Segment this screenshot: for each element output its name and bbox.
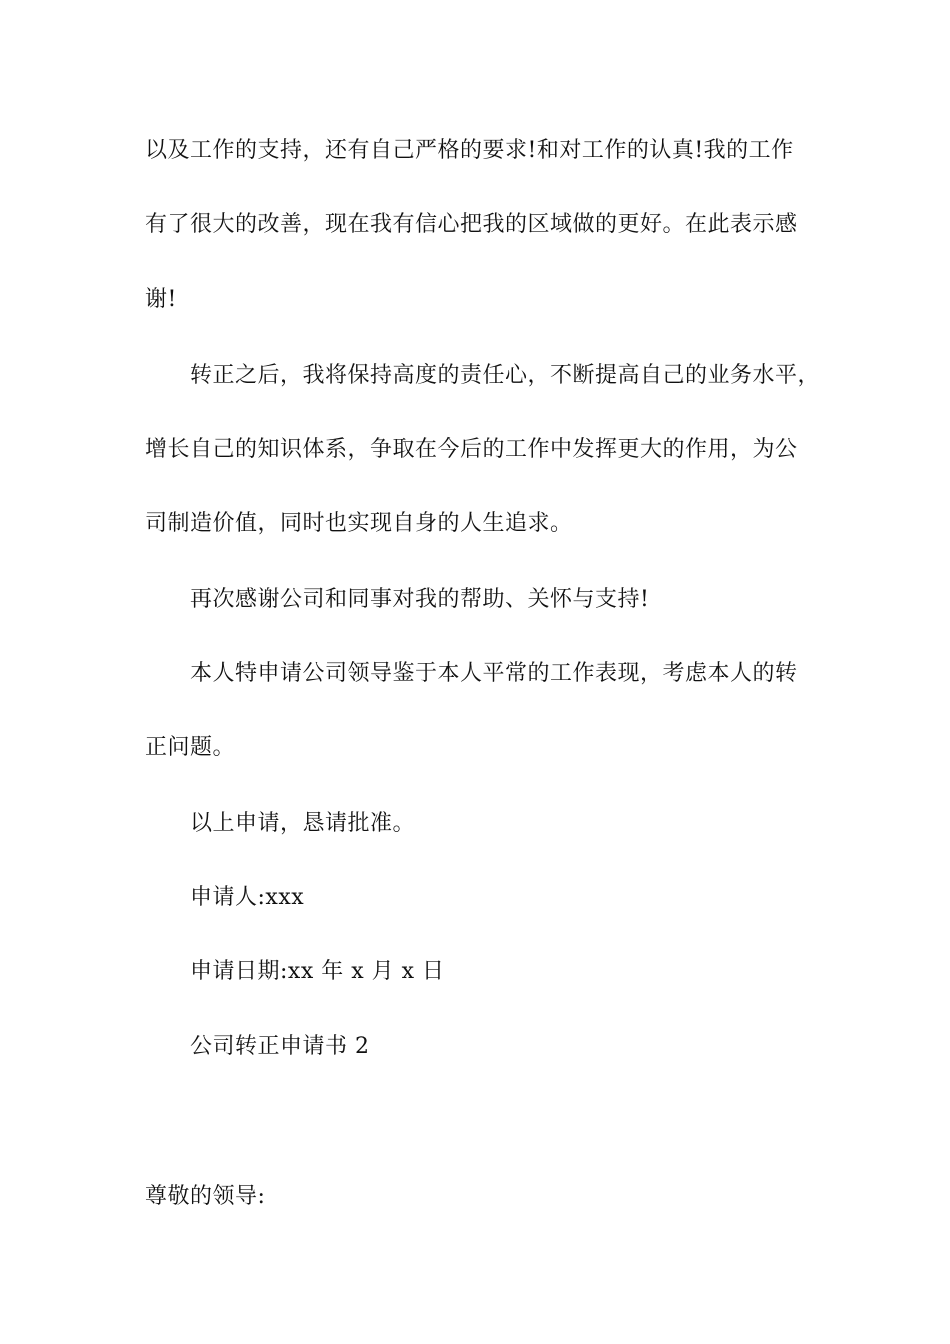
- date-line: 申请日期:xx 年 x 月 x 日: [190, 959, 445, 984]
- paragraph-2-line-1: 转正之后，我将保持高度的责任心，不断提高自己的业务水平，: [190, 363, 821, 388]
- paragraph-1-line-3: 谢!: [145, 287, 177, 312]
- paragraph-2-line-2: 增长自己的知识体系，争取在今后的工作中发挥更大的作用，为公: [145, 437, 798, 462]
- next-section-title: 公司转正申请书 2: [190, 1034, 370, 1059]
- applicant-line: 申请人:xxx: [190, 885, 305, 910]
- paragraph-4-line-2: 正问题。: [145, 735, 236, 760]
- paragraph-5-line-1: 以上申请，恳请批准。: [190, 811, 416, 836]
- paragraph-1-line-1: 以及工作的支持，还有自己严格的要求!和对工作的认真!我的工作: [145, 138, 794, 163]
- paragraph-1-line-2: 有了很大的改善，现在我有信心把我的区域做的更好。在此表示感: [145, 212, 798, 237]
- paragraph-3-line-1: 再次感谢公司和同事对我的帮助、关怀与支持!: [190, 587, 650, 612]
- salutation: 尊敬的领导:: [145, 1184, 266, 1209]
- paragraph-4-line-1: 本人特申请公司领导鉴于本人平常的工作表现，考虑本人的转: [190, 661, 798, 686]
- paragraph-2-line-3: 司制造价值，同时也实现自身的人生追求。: [145, 511, 573, 536]
